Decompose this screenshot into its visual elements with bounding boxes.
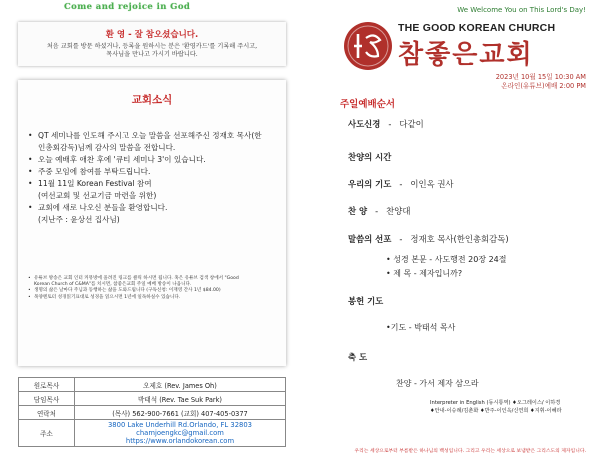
church-logo-icon (344, 22, 392, 70)
right-tagline: We Welcome You on This Lord's Day! (457, 6, 586, 14)
order-title: 주일예배순서 (340, 99, 396, 110)
news-notes (28, 276, 278, 301)
table-row (19, 392, 286, 406)
order-item: 축 도 (348, 352, 368, 362)
news-item: • QT 세미나를 인도해 주시고 오늘 말씀을 선포해주신 정재호 목사(한 (28, 131, 262, 140)
order-item: 찬양의 시간 (348, 152, 392, 162)
welcome-title: 환 영 - 잘 참오셨습니다. (105, 30, 199, 40)
address-line: 3800 Lake Underhill Rd.Orlando, FL 32803 (107, 421, 252, 429)
info-key: 주소 (19, 420, 75, 447)
church-name-english: THE GOOD KOREAN CHURCH (398, 22, 556, 34)
order-item: 찬 양 - 찬양대 (348, 206, 411, 216)
footer-note: 우리는 세상으로부터 부름받은 하나님의 백성입니다. 그리고 우리는 세상으로 보냄받은 그리스도의 제자입니다. (354, 449, 586, 454)
service-date-line: 2023년 10월 15일 10:30 AM (495, 73, 586, 81)
table-row (19, 420, 286, 447)
news-item: • 오늘 예배후 애찬 후에 '큐티 세미나 3'이 있습니다. (28, 155, 206, 164)
welcome-box (18, 22, 286, 66)
sermon-title: • 제 목 - 제자입니까? (386, 269, 463, 278)
news-item: 인총회감독)님께 감사의 말씀을 전합니다. (38, 143, 176, 152)
news-list (28, 130, 274, 226)
church-info-table (18, 377, 286, 447)
service-date (496, 73, 586, 91)
info-value: 오제호 (Rev. James Oh) (75, 378, 286, 392)
news-item: (여선교회 및 선교기금 마련을 위한) (38, 191, 157, 200)
email-link[interactable]: chamjoengkc@gmail.com (136, 429, 224, 437)
note-line: • 유튜브 방송은 교회 인터 커뮤방에 올려진 링크를 클릭 하시면 됩니다. 혹은 유튜브 검색 창에서 "Good (28, 276, 239, 281)
welcome-line-2: 목사님을 만나고 가시기 바랍니다. (106, 51, 198, 58)
right-panel (300, 0, 600, 464)
sermon-scripture: • 성경 본문 - 사도행전 20장 24절 (386, 255, 507, 264)
news-box (18, 80, 286, 366)
church-name-korean: 참좋은교회 (398, 39, 534, 69)
note-line: • 목양멘토터 성경읽기표대로 성경을 읽으시면 1년에 일독하실수 있습니다. (28, 294, 181, 300)
info-key: 원로목사 (19, 378, 75, 392)
left-tagline: Come and rejoice in God (64, 2, 191, 12)
order-item: 봉헌 기도 (348, 296, 384, 306)
info-value: (목사) 562-900-7661 (교회) 407-405-0377 (75, 406, 286, 420)
table-row (19, 406, 286, 420)
note-line: • 생명의 삶은 날마다 주님과 동행하는 삶을 도와드립니다 (구독신청: 이재영 간사 1년 $84.00) (28, 288, 221, 294)
news-title: 교회소식 (131, 94, 173, 106)
online-service-line: 온라인(유튜브)예배 2:00 PM (501, 82, 586, 90)
info-key: 연락처 (19, 406, 75, 420)
offering-prayer: •기도 - 박태석 목사 (386, 323, 456, 332)
table-row (19, 378, 286, 392)
interpreter-line: Interpreter in English (동시통역) ♦오그레이스/ 이하경 (430, 400, 561, 406)
ministry-staff (430, 399, 590, 415)
welcome-line-1: 처음 교회를 방문 하셨거나, 등록을 원하시는 분은 '환영카드'를 기록해 주시고, (46, 43, 258, 50)
address-cell (75, 420, 286, 447)
news-item: • 주중 모임에 참여를 부탁드립니다. (28, 167, 151, 176)
info-key: 담임목사 (19, 392, 75, 406)
order-item: 우리의 기도 - 이인옥 권사 (348, 179, 454, 189)
closing-song: 찬양 - 가서 제자 삼으라 (396, 379, 479, 388)
order-item: 사도신경 - 다같이 (348, 119, 424, 129)
order-item: 말씀의 선포 - 정재호 목사(한인총회감독) (348, 234, 509, 244)
news-item: • 교회에 새로 나오신 분들을 환영합니다. (28, 203, 168, 212)
news-item: (지난주 : 윤상선 집사님) (38, 215, 120, 224)
staff-line: ♦안내-이승례/김춘화 ♦반주-이인옥/신연희 ♦지휘-이혜라 (430, 408, 562, 414)
info-value: 박태석 (Rev. Tae Suk Park) (75, 392, 286, 406)
note-line: Korean Church of C&MA"를 치시면, 참좋은교회 주일 예배 방송이 나옵니다. (34, 282, 192, 288)
website-link[interactable]: https://www.orlandokorean.com (125, 437, 235, 445)
news-item: • 11월 11일 Korean Festival 참여 (28, 179, 152, 188)
